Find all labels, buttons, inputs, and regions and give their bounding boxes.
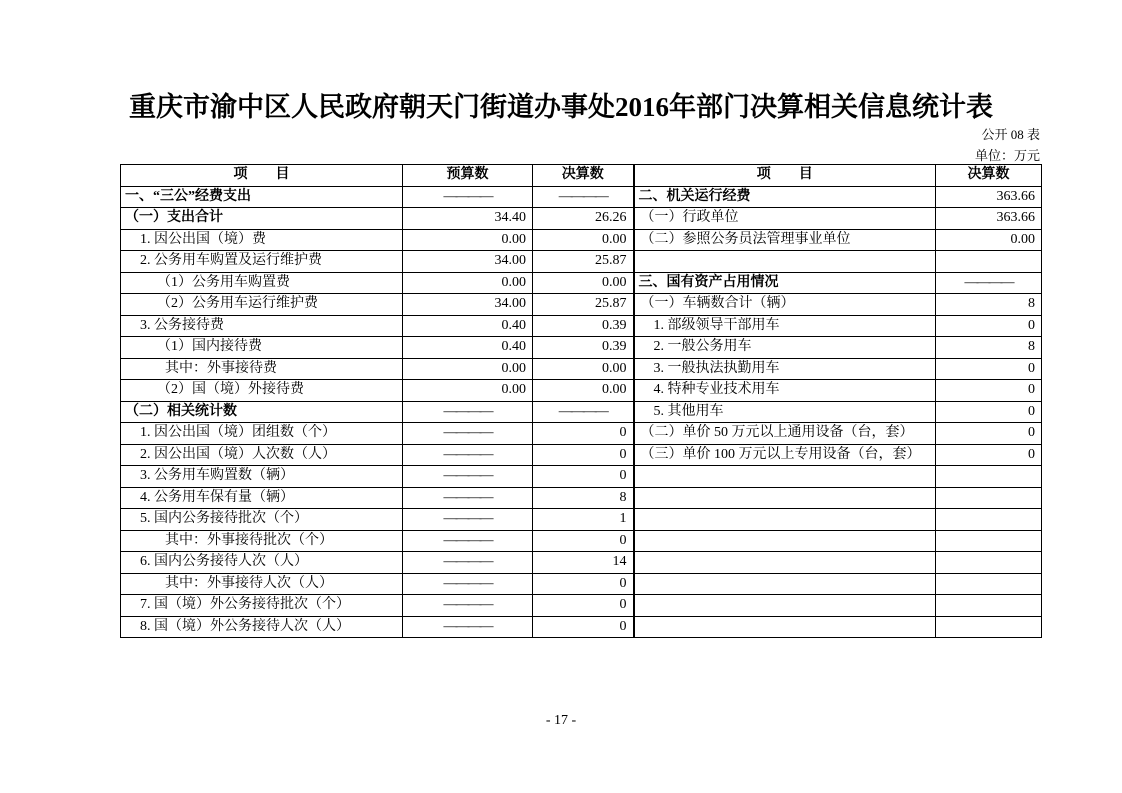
row-label: 一、“三公”经费支出 [121, 186, 403, 208]
right-item-label [634, 530, 936, 552]
right-final-value [936, 509, 1042, 531]
table-row [121, 315, 1042, 337]
budget-value: ———— [403, 616, 533, 638]
right-final-value: 363.66 [936, 186, 1042, 208]
header-budget: 预算数 [403, 165, 533, 187]
budget-value: 34.00 [403, 294, 533, 316]
table-row [121, 466, 1042, 488]
right-item-label [634, 509, 936, 531]
table-row [121, 294, 1042, 316]
right-item-label: 2. 一般公务用车 [634, 337, 936, 359]
row-label: 5. 国内公务接待批次（个） [121, 509, 403, 531]
budget-value: 0.40 [403, 315, 533, 337]
budget-value: 0.00 [403, 380, 533, 402]
table-row [121, 380, 1042, 402]
right-item-label: 二、机关运行经费 [634, 186, 936, 208]
final-value: 0.39 [533, 337, 634, 359]
row-label: 7. 国（境）外公务接待批次（个） [121, 595, 403, 617]
budget-value: ———— [403, 530, 533, 552]
right-item-label [634, 466, 936, 488]
right-item-label: 三、国有资产占用情况 [634, 272, 936, 294]
right-item-label: 3. 一般执法执勤用车 [634, 358, 936, 380]
row-label: （2）公务用车运行维护费 [121, 294, 403, 316]
table-row [121, 272, 1042, 294]
budget-value: 0.00 [403, 229, 533, 251]
budget-value: ———— [403, 552, 533, 574]
table-row [121, 251, 1042, 273]
final-value: 25.87 [533, 294, 634, 316]
right-item-label: 4. 特种专业技术用车 [634, 380, 936, 402]
table-row [121, 337, 1042, 359]
final-value: 0 [533, 530, 634, 552]
final-value: 0.00 [533, 229, 634, 251]
right-final-value [936, 487, 1042, 509]
unit-label: 单位：万元 [974, 148, 1040, 163]
row-label: 其中：外事接待费 [121, 358, 403, 380]
row-label: 其中：外事接待人次（人） [121, 573, 403, 595]
row-label: （二）相关统计数 [121, 401, 403, 423]
budget-value: ———— [403, 487, 533, 509]
table-row [121, 423, 1042, 445]
budget-value: ———— [403, 423, 533, 445]
right-final-value: 0 [936, 315, 1042, 337]
row-label: 6. 国内公务接待人次（人） [121, 552, 403, 574]
right-final-value [936, 573, 1042, 595]
header-final-left: 决算数 [533, 165, 634, 187]
row-label: 8. 国（境）外公务接待人次（人） [121, 616, 403, 638]
row-label: （1）公务用车购置费 [121, 272, 403, 294]
table-row [121, 208, 1042, 230]
final-value: ———— [533, 401, 634, 423]
row-label: （一）支出合计 [121, 208, 403, 230]
final-value: 0 [533, 573, 634, 595]
final-value: 0 [533, 423, 634, 445]
budget-value: ———— [403, 186, 533, 208]
right-final-value: 8 [936, 294, 1042, 316]
right-final-value [936, 251, 1042, 273]
right-final-value: ———— [936, 272, 1042, 294]
table-row [121, 487, 1042, 509]
budget-value: ———— [403, 401, 533, 423]
table-row [121, 530, 1042, 552]
right-item-label [634, 552, 936, 574]
right-final-value: 363.66 [936, 208, 1042, 230]
budget-value: 0.00 [403, 272, 533, 294]
right-final-value: 0 [936, 444, 1042, 466]
budget-value: 34.00 [403, 251, 533, 273]
row-label: 4. 公务用车保有量（辆） [121, 487, 403, 509]
row-label: 1. 因公出国（境）团组数（个） [121, 423, 403, 445]
right-final-value [936, 530, 1042, 552]
right-item-label [634, 573, 936, 595]
header-final-right: 决算数 [936, 165, 1042, 187]
right-item-label [634, 487, 936, 509]
row-label: 其中：外事接待批次（个） [121, 530, 403, 552]
table-row [121, 616, 1042, 638]
budget-value: ———— [403, 466, 533, 488]
right-final-value: 0 [936, 358, 1042, 380]
budget-value: 0.00 [403, 358, 533, 380]
row-label: 2. 因公出国（境）人次数（人） [121, 444, 403, 466]
right-final-value: 8 [936, 337, 1042, 359]
table-row [121, 595, 1042, 617]
right-item-label: （三）单价 100 万元以上专用设备（台，套） [634, 444, 936, 466]
right-item-label [634, 251, 936, 273]
statistics-table [120, 164, 1042, 638]
budget-value: ———— [403, 444, 533, 466]
budget-value: 0.40 [403, 337, 533, 359]
final-value: 0 [533, 466, 634, 488]
final-value: 0.39 [533, 315, 634, 337]
right-item-label: 5. 其他用车 [634, 401, 936, 423]
table-row [121, 552, 1042, 574]
document-title: 重庆市渝中区人民政府朝天门街道办事处2016年部门决算相关信息统计表 [129, 92, 993, 122]
form-number: 公开 08 表 [981, 127, 1040, 142]
right-final-value [936, 466, 1042, 488]
right-final-value: 0 [936, 380, 1042, 402]
row-label: 1. 因公出国（境）费 [121, 229, 403, 251]
right-item-label: （二）单价 50 万元以上通用设备（台，套） [634, 423, 936, 445]
table-row [121, 444, 1042, 466]
table-row [121, 358, 1042, 380]
table-row [121, 401, 1042, 423]
final-value: 25.87 [533, 251, 634, 273]
table-row [121, 186, 1042, 208]
right-final-value: 0 [936, 423, 1042, 445]
final-value: 0.00 [533, 358, 634, 380]
table-header-row [121, 165, 1042, 187]
final-value: ———— [533, 186, 634, 208]
table-row [121, 573, 1042, 595]
right-item-label [634, 595, 936, 617]
budget-value: ———— [403, 573, 533, 595]
final-value: 0.00 [533, 380, 634, 402]
header-item-left: 项 目 [121, 165, 403, 187]
right-item-label [634, 616, 936, 638]
right-item-label: （一）车辆数合计（辆） [634, 294, 936, 316]
table-row [121, 229, 1042, 251]
final-value: 0.00 [533, 272, 634, 294]
right-final-value [936, 552, 1042, 574]
final-value: 0 [533, 616, 634, 638]
budget-value: 34.40 [403, 208, 533, 230]
final-value: 26.26 [533, 208, 634, 230]
row-label: 2. 公务用车购置及运行维护费 [121, 251, 403, 273]
budget-value: ———— [403, 509, 533, 531]
header-item-right: 项 目 [634, 165, 936, 187]
right-final-value [936, 616, 1042, 638]
right-item-label: （二）参照公务员法管理事业单位 [634, 229, 936, 251]
final-value: 8 [533, 487, 634, 509]
right-item-label: 1. 部级领导干部用车 [634, 315, 936, 337]
row-label: （2）国（境）外接待费 [121, 380, 403, 402]
final-value: 0 [533, 595, 634, 617]
right-final-value [936, 595, 1042, 617]
final-value: 1 [533, 509, 634, 531]
row-label: （1）国内接待费 [121, 337, 403, 359]
right-item-label: （一）行政单位 [634, 208, 936, 230]
budget-value: ———— [403, 595, 533, 617]
page-number: - 17 - [545, 713, 577, 728]
row-label: 3. 公务用车购置数（辆） [121, 466, 403, 488]
final-value: 0 [533, 444, 634, 466]
table-row [121, 509, 1042, 531]
right-final-value: 0 [936, 401, 1042, 423]
row-label: 3. 公务接待费 [121, 315, 403, 337]
right-final-value: 0.00 [936, 229, 1042, 251]
final-value: 14 [533, 552, 634, 574]
